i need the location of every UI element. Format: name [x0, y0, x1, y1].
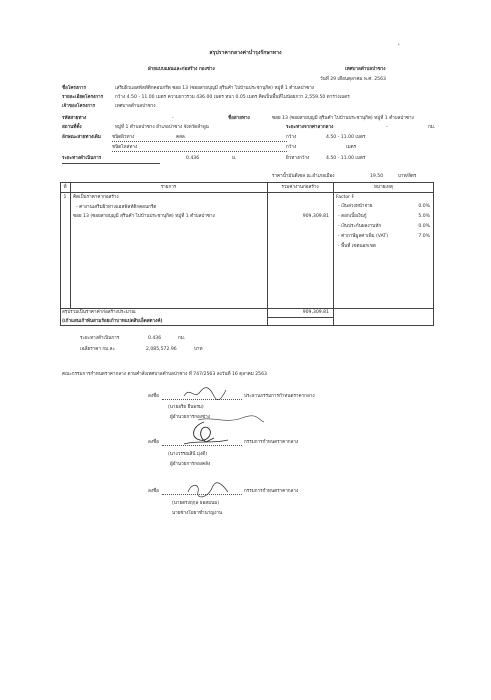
distance-label: ระยะทางจากศาลากลาง: [286, 125, 334, 130]
signature-3-label: ลงชื่อ: [148, 489, 159, 494]
width-value: 4.50 - 11.00 เมตร: [326, 135, 366, 140]
signature-2-role: กรรมการกำหนดราคากลาง: [244, 440, 299, 445]
factor-label-5: - พื้นที่ เขตนอกเขต: [338, 244, 376, 249]
factor-value-2: 5.0%: [418, 214, 430, 219]
width2-label: กว้าง: [286, 145, 297, 150]
signature-1-role: ประธานกรรมการกำหนดราคากลาง: [244, 394, 315, 399]
project-name-value: เสริมผิวแอสฟัลท์ติกคอนกรีต ซอย 13 (ซอยสายบุญมี สุรินคำ ไปบ้านประชานุกิต) หมู่ที่ 1 ตำบลป่าซาง: [115, 86, 315, 91]
project-name-label: ชื่อโครงการ: [62, 86, 86, 91]
shoulder-underline: [112, 151, 287, 152]
average-unit: บาท: [194, 347, 203, 352]
project-detail-value: กว้าง 4.50 - 11.00 เมตร ความยาวรวม 436.00 เมตร หนา 0.05 เมตร คิดเป็นพื้นที่ไม่น้อยกว่า 2,559.50 ตารางเมตร: [115, 95, 350, 100]
fuel-value: 19.50: [370, 174, 384, 179]
total-length-unit: กม.: [178, 336, 186, 341]
header-amount: รวมค่างานก่อสร้าง: [281, 185, 319, 190]
signature-1-mark: [180, 384, 230, 402]
item-sub: - ค่างานเสริมผิวทางแอสฟัลท์ติกคอนกรีต: [76, 205, 157, 210]
department-left: ฝ่ายแบบแผนและก่อสร้าง กองช่าง: [148, 67, 215, 72]
fuel-label: ราคาน้ำมันดีเซล ณ.อำเภอเมือง: [272, 174, 335, 179]
signature-2-mark: [178, 418, 234, 448]
location-label: สถานที่ตั้ง: [62, 125, 82, 130]
character-label: ลักษณะสายทางเดิม: [62, 135, 101, 140]
department-right: เทศบาลตำบลป่าซาง: [345, 67, 386, 72]
fuel-unit: บาท/ลิตร: [398, 174, 417, 179]
length-label: ระยะทางดำเนินการ: [62, 156, 102, 161]
surface-width-value: 4.50 - 11.00 เมตร: [326, 156, 366, 161]
total-length-label: ระยะทางดำเนินการ: [80, 336, 120, 341]
surface-label: ชนิดผิวทาง: [112, 135, 135, 140]
factor-label-1: - เงินล่วงหน้าจ่าย: [338, 204, 373, 209]
factor-value-1: 0.0%: [418, 204, 430, 209]
factor-label-2: - ดอกเบี้ยเงินกู้: [338, 214, 367, 219]
signature-1-position: ผู้อำนวยการกองช่าง: [170, 415, 210, 420]
project-owner-value: เทศบาลตำบลป่าซาง: [115, 104, 156, 109]
signature-2-label: ลงชื่อ: [148, 440, 159, 445]
signature-2-name: (นางวรรณสินี มุ่งดี): [168, 452, 207, 457]
corner-mark: ': [398, 43, 400, 50]
distance-unit: กม.: [428, 125, 436, 130]
table-summary-line: [60, 308, 434, 309]
length-underline: [62, 163, 160, 164]
total-length-value: 0.436: [148, 336, 162, 341]
signature-3-name: (นายดรงฤกุล ธอสมนม): [172, 501, 220, 506]
table-col-divider-2: [267, 182, 268, 326]
header-item: รายการ: [160, 185, 177, 190]
road-code-value: -: [172, 116, 174, 121]
header-no: ที่: [63, 185, 67, 190]
signature-3-position: นายช่างโยธาชำนาญงาน: [172, 511, 223, 516]
header-remark: หมายเหตุ: [374, 185, 393, 190]
item-title: คิดเป็นราคาค่าก่อสร้าง: [73, 195, 119, 200]
summary-amount: 909,309.81: [302, 310, 329, 315]
shoulder-label: ชนิดไหล่ทาง: [112, 145, 138, 150]
width2-value: เมตร: [346, 145, 357, 150]
table-header-line: [60, 192, 434, 193]
signature-1-label: ลงชื่อ: [148, 394, 159, 399]
length-unit: ม.: [232, 156, 237, 161]
width-label: กว้าง: [286, 135, 297, 140]
item-amount: 909,309.81: [302, 214, 329, 219]
document-date: วันที่ 29 เดือนตุลาคม พ.ศ. 2563: [320, 77, 386, 82]
summary-amount-words: (เก้าแสนเก้าพันสามร้อยเก้าบาทแปดสิบเอ็ดสตางค์): [62, 319, 163, 324]
road-name-value: ซอย 13 (ซอยสายบุญมี สุรินคำ ไปบ้านประชานุกิต) หมู่ที่ 1 ตำบลป่าซาง: [272, 116, 414, 121]
factor-value-3: 0.0%: [418, 224, 430, 229]
summary-amount-line: [267, 317, 333, 318]
table-col-divider-3: [333, 182, 334, 326]
summary-label: สรุปรวมเป็นราคาค่าก่อสร้างประมาณ: [62, 310, 136, 315]
surface-width-label: ผิวทางกว้าง: [286, 156, 310, 161]
table-col-divider-1: [70, 182, 71, 308]
item-no: 1: [63, 195, 67, 200]
surface-value: คสล.: [176, 135, 187, 140]
factor-label-3: - เงินประกันผลงานหัก: [338, 224, 382, 229]
project-owner-label: เจ้าของโครงการ: [62, 104, 96, 109]
road-name-label: ชื่อสายทาง: [228, 116, 250, 121]
signature-3-role: กรรมการกำหนดราคากลาง: [244, 489, 299, 494]
cost-table: [60, 182, 434, 326]
distance-value: -: [386, 125, 388, 130]
average-label: เฉลี่ยราคา กม.ละ: [80, 347, 115, 352]
road-code-label: รหัสสายทาง: [62, 116, 87, 121]
average-value: 2,085,572.96: [146, 347, 177, 352]
signature-3-mark: [182, 478, 236, 500]
surface-underline: [112, 141, 287, 142]
signature-1-name: (นายอริย ยืนพรม): [168, 405, 204, 410]
factor-title: Factor F: [336, 195, 355, 200]
signature-2-position: ผู้อำนวยการกองคลัง: [170, 462, 211, 467]
item-desc: ซอย 13 (ซอยสายบุญมี สุรินคำ ไปบ้านประชานุกิต) หมู่ที่ 1 ตำบลป่าซาง: [73, 214, 215, 219]
project-detail-label: รายละเอียดโครงการ: [62, 95, 104, 100]
page-title: สรุปราคากลางค่าบำรุงรักษาทาง: [209, 50, 282, 56]
location-value: หมู่ที่ 1 ตำบลป่าซาง อำเภอป่าซาง จังหวัดลำพูน: [115, 125, 209, 130]
factor-label-4: - ค่าภาษีมูลค่าเพิ่ม (VAT): [338, 234, 389, 239]
factor-value-4: 7.0%: [418, 234, 430, 239]
length-value: 0.436: [186, 156, 200, 161]
committee-note: คณะกรรมการกำหนดราคากลาง ตามคำสั่งเทศบาลตำบลป่าซาง ที่ 747/2563 ลงวันที่ 16 ตุลาคม 2563: [62, 372, 267, 377]
